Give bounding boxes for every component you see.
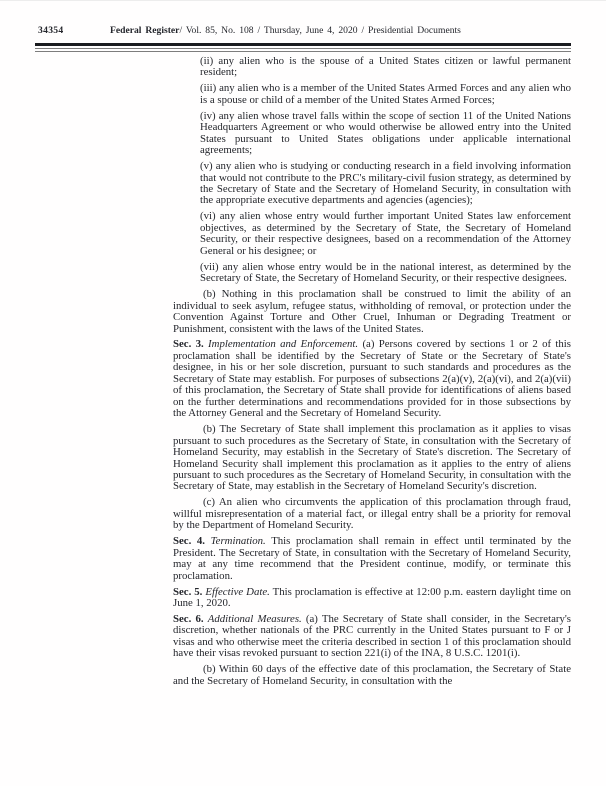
paragraph-text: (c) An alien who circumvents the application of this proclamation through fraud, willful misrepresentation of a material fact, or illegal entry shall be a priority for removal by the Department of Homeland Security. <box>173 496 571 532</box>
body-paragraph <box>173 497 571 531</box>
paragraph-text: (ii) any alien who is the spouse of a United States citizen or lawful permanent resident; <box>200 55 571 79</box>
body-paragraph <box>200 211 571 257</box>
running-head <box>110 25 461 36</box>
body-paragraph <box>200 56 571 79</box>
header-rule-thin-bottom <box>35 51 571 52</box>
paragraph-text: This proclamation shall remain in effect until terminated by the President. The Secretary of State, in consultation with the Secretary of Homeland Security, may at any time recommend that the President continue, modify, or terminate this proclamation. <box>173 535 571 582</box>
body-paragraph <box>173 424 571 493</box>
paragraph-text: (a) The Secretary of State shall consider, in the Secretary's discretion, whether nationals of the PRC currently in the United States pursuant to F or J visas and who otherwise meet the criteria described in section 1 of this proclamation should have their visas revoked pursuant to section 221(i) of the INA, 8 U.S.C. 1201(i). <box>173 612 571 660</box>
body-paragraph <box>173 289 571 335</box>
header-rule-thin-top <box>35 48 571 49</box>
section-paragraph <box>173 587 571 610</box>
paragraph-text: (v) any alien who is studying or conducting research in a field involving information that would not contribute to the PRC's military-civil fusion strategy, as determined by the Secretary of State and the Secretary of Homeland Security, in consultation with the appropriate executive departments and agencies (agencies); <box>200 160 571 207</box>
section-title: Effective Date. <box>205 585 270 598</box>
paragraph-text: This proclamation is effective at 12:00 p.m. eastern daylight time on June 1, 2020. <box>173 585 571 609</box>
citation-text: / Vol. 85, No. 108 / Thursday, June 4, 2020 / Presidential Documents <box>179 25 461 36</box>
section-label: Sec. 6. <box>173 612 204 625</box>
body-paragraph <box>200 83 571 106</box>
section-label: Sec. 5. <box>173 585 203 598</box>
section-paragraph <box>173 339 571 419</box>
section-title: Implementation and Enforcement. <box>208 338 359 351</box>
paragraph-text: (vii) any alien whose entry would be in the national interest, as determined by the Secretary of State, the Secretary of Homeland Security, or their respective designees. <box>200 260 571 285</box>
section-paragraph <box>173 536 571 582</box>
header-rule-thick <box>35 43 571 46</box>
paragraph-text: (b) Nothing in this proclamation shall be construed to limit the ability of an individual to seek asylum, refugee status, withholding of removal, or protection under the Convention Against Torture and Other Cruel, Inhuman or Degrading Treatment or Punishment, consistent with the laws of the United States. <box>173 288 571 335</box>
paragraph-text: (vi) any alien whose entry would further important United States law enforcement objectives, as determined by the Secretary of State, the Secretary of Homeland Security, or their respective designees, based on a recommendation of the Attorney General or his designee; or <box>200 210 571 257</box>
paragraph-text: (b) The Secretary of State shall implement this proclamation as it applies to visas pursuant to such procedures as the Secretary of State, in consultation with the Secretary of Homeland Security, may establish in the Secretary of State's discretion. The Secretary of Homeland Security shall implement this proclamation as it applies to the entry of aliens pursuant to such procedures as the Secretary of Homeland Security, in consultation with the Secretary of State, may establish in the Secretary of Homeland Security's discretion. <box>173 423 571 493</box>
document-body <box>173 56 571 692</box>
page-top-edge <box>0 0 606 1</box>
paragraph-text: (iv) any alien whose travel falls within the scope of section 11 of the United Nations Headquarters Agreement or who would otherwise be allowed entry into the United States pursuant to United States obligations under applicable international agreements; <box>200 109 571 157</box>
body-paragraph <box>200 262 571 285</box>
page-number: 34354 <box>38 25 64 36</box>
section-paragraph <box>173 614 571 660</box>
section-title: Termination. <box>210 535 266 548</box>
body-paragraph <box>173 664 571 687</box>
paragraph-text: (b) Within 60 days of the effective date of this proclamation, the Secretary of State and the Secretary of Homeland Security, in consultation with the <box>173 663 571 687</box>
section-label: Sec. 4. <box>173 535 206 548</box>
journal-name: Federal Register <box>110 25 180 36</box>
section-label: Sec. 3. <box>173 338 204 351</box>
paragraph-text: (iii) any alien who is a member of the United States Armed Forces and any alien who is a spouse or child of a member of the United States Armed Forces; <box>200 82 571 106</box>
section-title: Additional Measures. <box>207 612 302 625</box>
body-paragraph <box>200 161 571 207</box>
paragraph-text: (a) Persons covered by sections 1 or 2 of this proclamation shall be identified by the Secretary of State or the Secretary of State's designee, in his or her sole discretion, pursuant to such standards and procedures as the Secretary of State may establish. For purposes of subsections 2(a)(v), 2(a)(vi), and 2(a)(vii) of this proclamation, the Secretary of State shall provide for identifications of aliens based on the further determinations and recommendations provided for in those subsections by the Attorney General and the Secretary of Homeland Security. <box>173 338 572 420</box>
body-paragraph <box>200 111 571 157</box>
